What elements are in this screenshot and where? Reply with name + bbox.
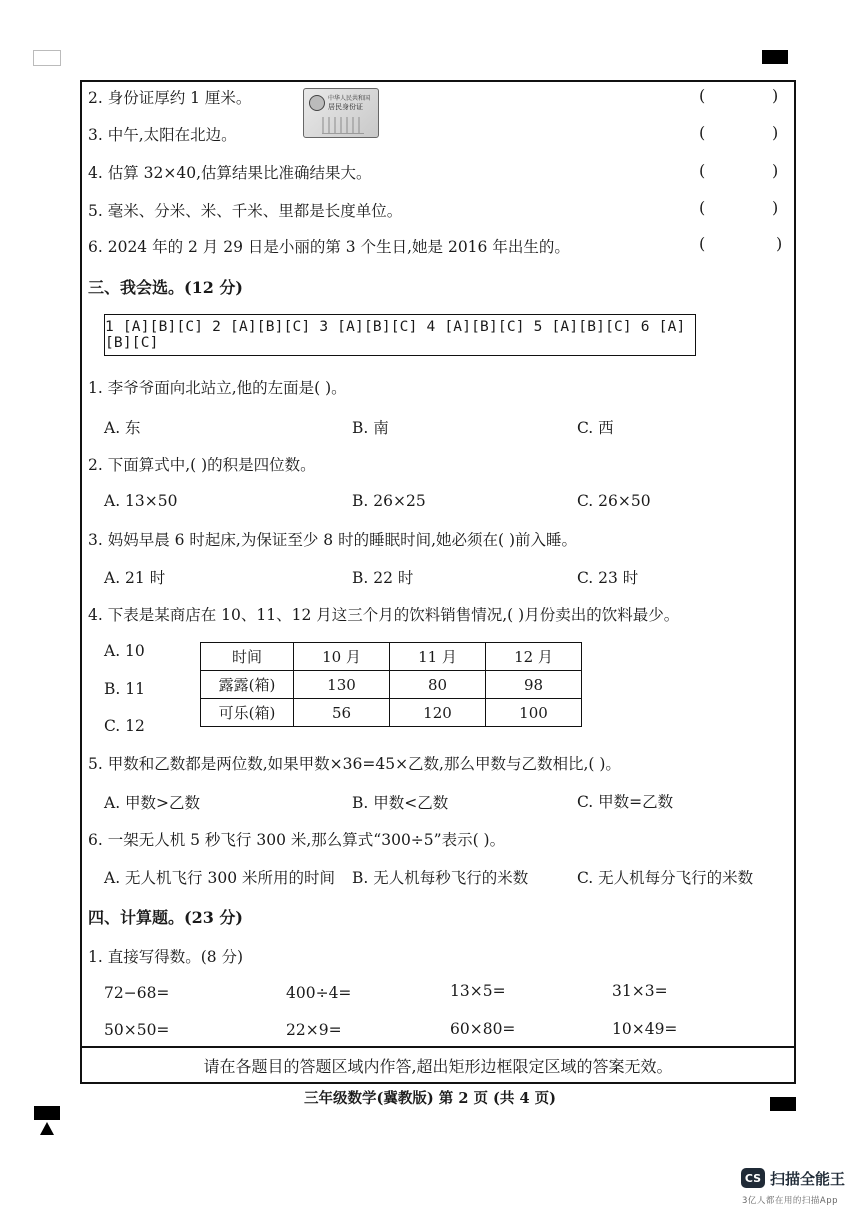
question-3-option-c: C. 23 时 [577,569,639,587]
corner-mark-top-right [762,50,788,64]
calc-item: 31×3= [612,982,668,1000]
question-6-option-c: C. 无人机每分飞行的米数 [577,869,754,887]
table-row [201,671,582,699]
judge-paren-right-4: ) [772,161,779,180]
calc-item: 400÷4= [286,984,352,1002]
judge-item-6: 6. 2024 年的 2 月 29 日是小丽的第 3 个生日,她是 2016 年出生的。 [88,238,570,256]
national-emblem-icon [309,95,325,111]
question-4-option-c: C. 12 [104,717,145,735]
judge-paren-left-3[interactable]: ( [699,123,706,142]
great-wall-icon [322,117,364,134]
table-cell: 露露(箱) [201,671,294,699]
notice-divider [80,1046,796,1048]
question-3-option-a: A. 21 时 [104,569,166,587]
table-header-cell: 11 月 [390,643,486,671]
section-4-title: 四、计算题。(23 分) [88,908,243,927]
question-2-option-b: B. 26×25 [352,492,426,510]
table-header-cell: 10 月 [294,643,390,671]
question-4-stem: 4. 下表是某商店在 10、11、12 月这三个月的饮料销售情况,( )月份卖出的饮料最少。 [88,606,680,624]
sales-table [200,642,582,727]
question-1-stem: 1. 李爷爷面向北站立,他的左面是( )。 [88,379,347,397]
judge-paren-right-3: ) [772,123,779,142]
calc-item: 60×80= [450,1020,516,1038]
scanner-app-name: 扫描全能王 [770,1170,846,1188]
table-cell: 100 [486,699,582,727]
table-cell: 130 [294,671,390,699]
answer-sheet-box[interactable] [104,314,696,356]
triangle-marker-icon [40,1122,54,1135]
table-header-cell: 时间 [201,643,294,671]
question-5-stem: 5. 甲数和乙数都是两位数,如果甲数×36=45×乙数,那么甲数与乙数相比,( )。 [88,755,621,773]
question-3-option-b: B. 22 时 [352,569,414,587]
judge-item-3: 3. 中午,太阳在北边。 [88,126,237,144]
calc-item: 50×50= [104,1021,170,1039]
question-3-stem: 3. 妈妈早晨 6 时起床,为保证至少 8 时的睡眠时间,她必须在( )前入睡。 [88,531,578,549]
corner-mark-bottom-left [34,1106,60,1120]
question-6-option-a: A. 无人机飞行 300 米所用的时间 [104,869,335,887]
table-cell: 56 [294,699,390,727]
page-footer: 三年级数学(冀教版) 第 2 页 (共 4 页) [304,1090,556,1107]
judge-paren-left-2[interactable]: ( [699,86,706,105]
question-2-stem: 2. 下面算式中,( )的积是四位数。 [88,456,316,474]
judge-paren-right-5: ) [772,198,779,217]
question-1-option-c: C. 西 [577,419,614,437]
corner-mark-top-left [33,50,61,66]
calc-sub-title: 1. 直接写得数。(8 分) [88,948,244,966]
judge-item-5: 5. 毫米、分米、米、千米、里都是长度单位。 [88,202,403,220]
id-card-line2: 居民身份证 [328,103,363,111]
answer-area-notice: 请在各题目的答题区域内作答,超出矩形边框限定区域的答案无效。 [203,1057,673,1076]
question-5-option-c: C. 甲数=乙数 [577,793,674,811]
answer-area-frame [80,80,796,1084]
table-header-cell: 12 月 [486,643,582,671]
calc-item: 22×9= [286,1021,342,1039]
question-1-option-b: B. 南 [352,419,389,437]
judge-paren-left-4[interactable]: ( [699,161,706,180]
camscanner-logo-icon: CS [741,1168,765,1188]
id-card-image [303,88,379,138]
table-cell: 可乐(箱) [201,699,294,727]
id-card-line1: 中华人民共和国 [328,95,371,102]
question-6-stem: 6. 一架无人机 5 秒飞行 300 米,那么算式“300÷5”表示( )。 [88,831,506,849]
question-5-option-a: A. 甲数>乙数 [104,794,201,812]
table-cell: 80 [390,671,486,699]
calc-item: 72−68= [104,984,170,1002]
scanner-slogan: 3亿人都在用的扫描App [742,1196,839,1206]
question-5-option-b: B. 甲数<乙数 [352,794,449,812]
table-row [201,643,582,671]
judge-paren-left-6[interactable]: ( [699,234,706,253]
calc-item: 10×49= [612,1020,678,1038]
section-3-title: 三、我会选。(12 分) [88,278,243,297]
answer-sheet-options: 1 [A][B][C] 2 [A][B][C] 3 [A][B][C] 4 [A][B][C] 5 [A][B][C] 6 [A][B][C] [105,319,686,351]
table-row [201,699,582,727]
question-1-option-a: A. 东 [104,419,141,437]
table-cell: 98 [486,671,582,699]
judge-paren-left-5[interactable]: ( [699,198,706,217]
judge-paren-right-6: ) [776,234,783,253]
question-2-option-a: A. 13×50 [104,492,178,510]
table-cell: 120 [390,699,486,727]
judge-paren-right-2: ) [772,86,779,105]
question-2-option-c: C. 26×50 [577,492,651,510]
question-4-option-a: A. 10 [104,642,145,660]
question-6-option-b: B. 无人机每秒飞行的米数 [352,869,529,887]
judge-item-2: 2. 身份证厚约 1 厘米。 [88,89,252,107]
judge-item-4: 4. 估算 32×40,估算结果比准确结果大。 [88,164,372,182]
calc-item: 13×5= [450,982,506,1000]
question-4-option-b: B. 11 [104,680,145,698]
